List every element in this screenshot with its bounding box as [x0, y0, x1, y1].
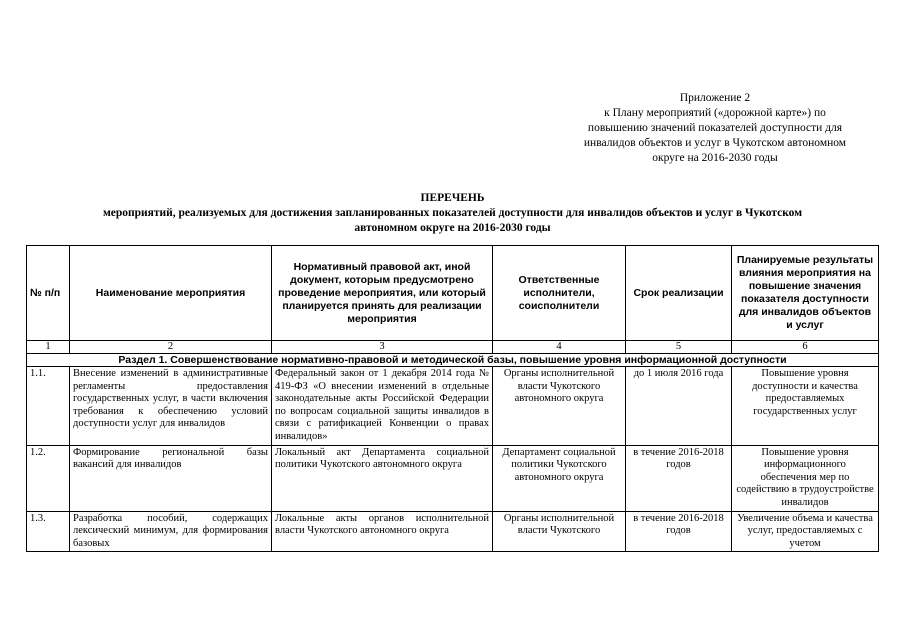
column-number: 5	[626, 341, 732, 354]
measures-table	[26, 245, 879, 552]
row-result: Увеличение объема и качества услуг, предоставляемых с учетом	[732, 511, 879, 552]
row-term: до 1 июля 2016 года	[626, 367, 732, 446]
annex-line: к Плану мероприятий («дорожной карте») по	[604, 107, 826, 119]
row-result: Повышение уровня доступности и качества предоставляемых государственных услуг	[732, 367, 879, 446]
column-number: 6	[732, 341, 879, 354]
column-number: 3	[272, 341, 493, 354]
header-act: Нормативный правовой акт, иной документ, которым предусмотрено проведение мероприятия, или который планируется принять для реализации мероприятия	[272, 246, 493, 341]
row-act: Локальные акты органов исполнительной власти Чукотского автономного округа	[272, 511, 493, 552]
column-number: 1	[27, 341, 70, 354]
column-numbers-row	[27, 341, 879, 354]
table-row	[27, 511, 879, 552]
table-row	[27, 367, 879, 446]
row-number: 1.1.	[27, 367, 70, 446]
column-number: 4	[493, 341, 626, 354]
annex-header	[560, 91, 870, 166]
section-title: Раздел 1. Совершенствование нормативно-правовой и методической базы, повышение уровня информационной доступности	[27, 354, 879, 367]
annex-line: повышению значений показателей доступности для	[587, 122, 843, 134]
row-name: Разработка пособий, содержащих лексический минимум, для формирования базовых	[70, 511, 272, 552]
annex-line: инвалидов объектов и услуг в Чукотском автономном	[583, 137, 847, 149]
header-name: Наименование мероприятия	[70, 246, 272, 341]
annex-line: Приложение 2	[679, 92, 751, 104]
header-number: № п/п	[27, 246, 70, 341]
row-term: в течение 2016-2018 годов	[626, 445, 732, 511]
row-term: в течение 2016-2018 годов	[626, 511, 732, 552]
document-title: ПЕРЕЧЕНЬ	[420, 192, 485, 204]
row-executors: Департамент социальной политики Чукотского автономного округа	[493, 445, 626, 511]
annex-line: округе на 2016-2030 годы	[652, 152, 778, 164]
row-result: Повышение уровня информационного обеспечения мер по содействию в трудоустройстве инвалидов	[732, 445, 879, 511]
row-name: Формирование региональной базы вакансий для инвалидов	[70, 445, 272, 511]
row-number: 1.2.	[27, 445, 70, 511]
row-act: Локальный акт Департамента социальной политики Чукотского автономного округа	[272, 445, 493, 511]
document-subtitle-line-2: автономном округе на 2016-2030 годы	[354, 222, 551, 234]
column-number: 2	[70, 341, 272, 354]
row-number: 1.3.	[27, 511, 70, 552]
section-row	[27, 354, 879, 367]
row-executors: Органы исполнительной власти Чукотского	[493, 511, 626, 552]
header-executors: Ответственные исполнители, соисполнители	[493, 246, 626, 341]
row-name: Внесение изменений в административные регламенты предоставления государственных услуг, в части включения требования к обеспечению условий доступности услуг для инвалидов	[70, 367, 272, 446]
document-subtitle-line-1: мероприятий, реализуемых для достижения запланированных показателей доступности для инвалидов объектов и услуг в Чукотском	[102, 207, 803, 219]
table-row	[27, 445, 879, 511]
table-header-row	[27, 246, 879, 341]
row-act: Федеральный закон от 1 декабря 2014 года № 419-ФЗ «О внесении изменений в отдельные законодательные акты Российской Федерации по вопросам социальной защиты инвалидов в связи с ратификацией Конвенции о правах инвалидов»	[272, 367, 493, 446]
row-executors: Органы исполнительной власти Чукотского автономного округа	[493, 367, 626, 446]
header-result: Планируемые результаты влияния мероприятия на повышение значения показателя доступности для инвалидов объектов и услуг	[732, 246, 879, 341]
header-term: Срок реализации	[626, 246, 732, 341]
